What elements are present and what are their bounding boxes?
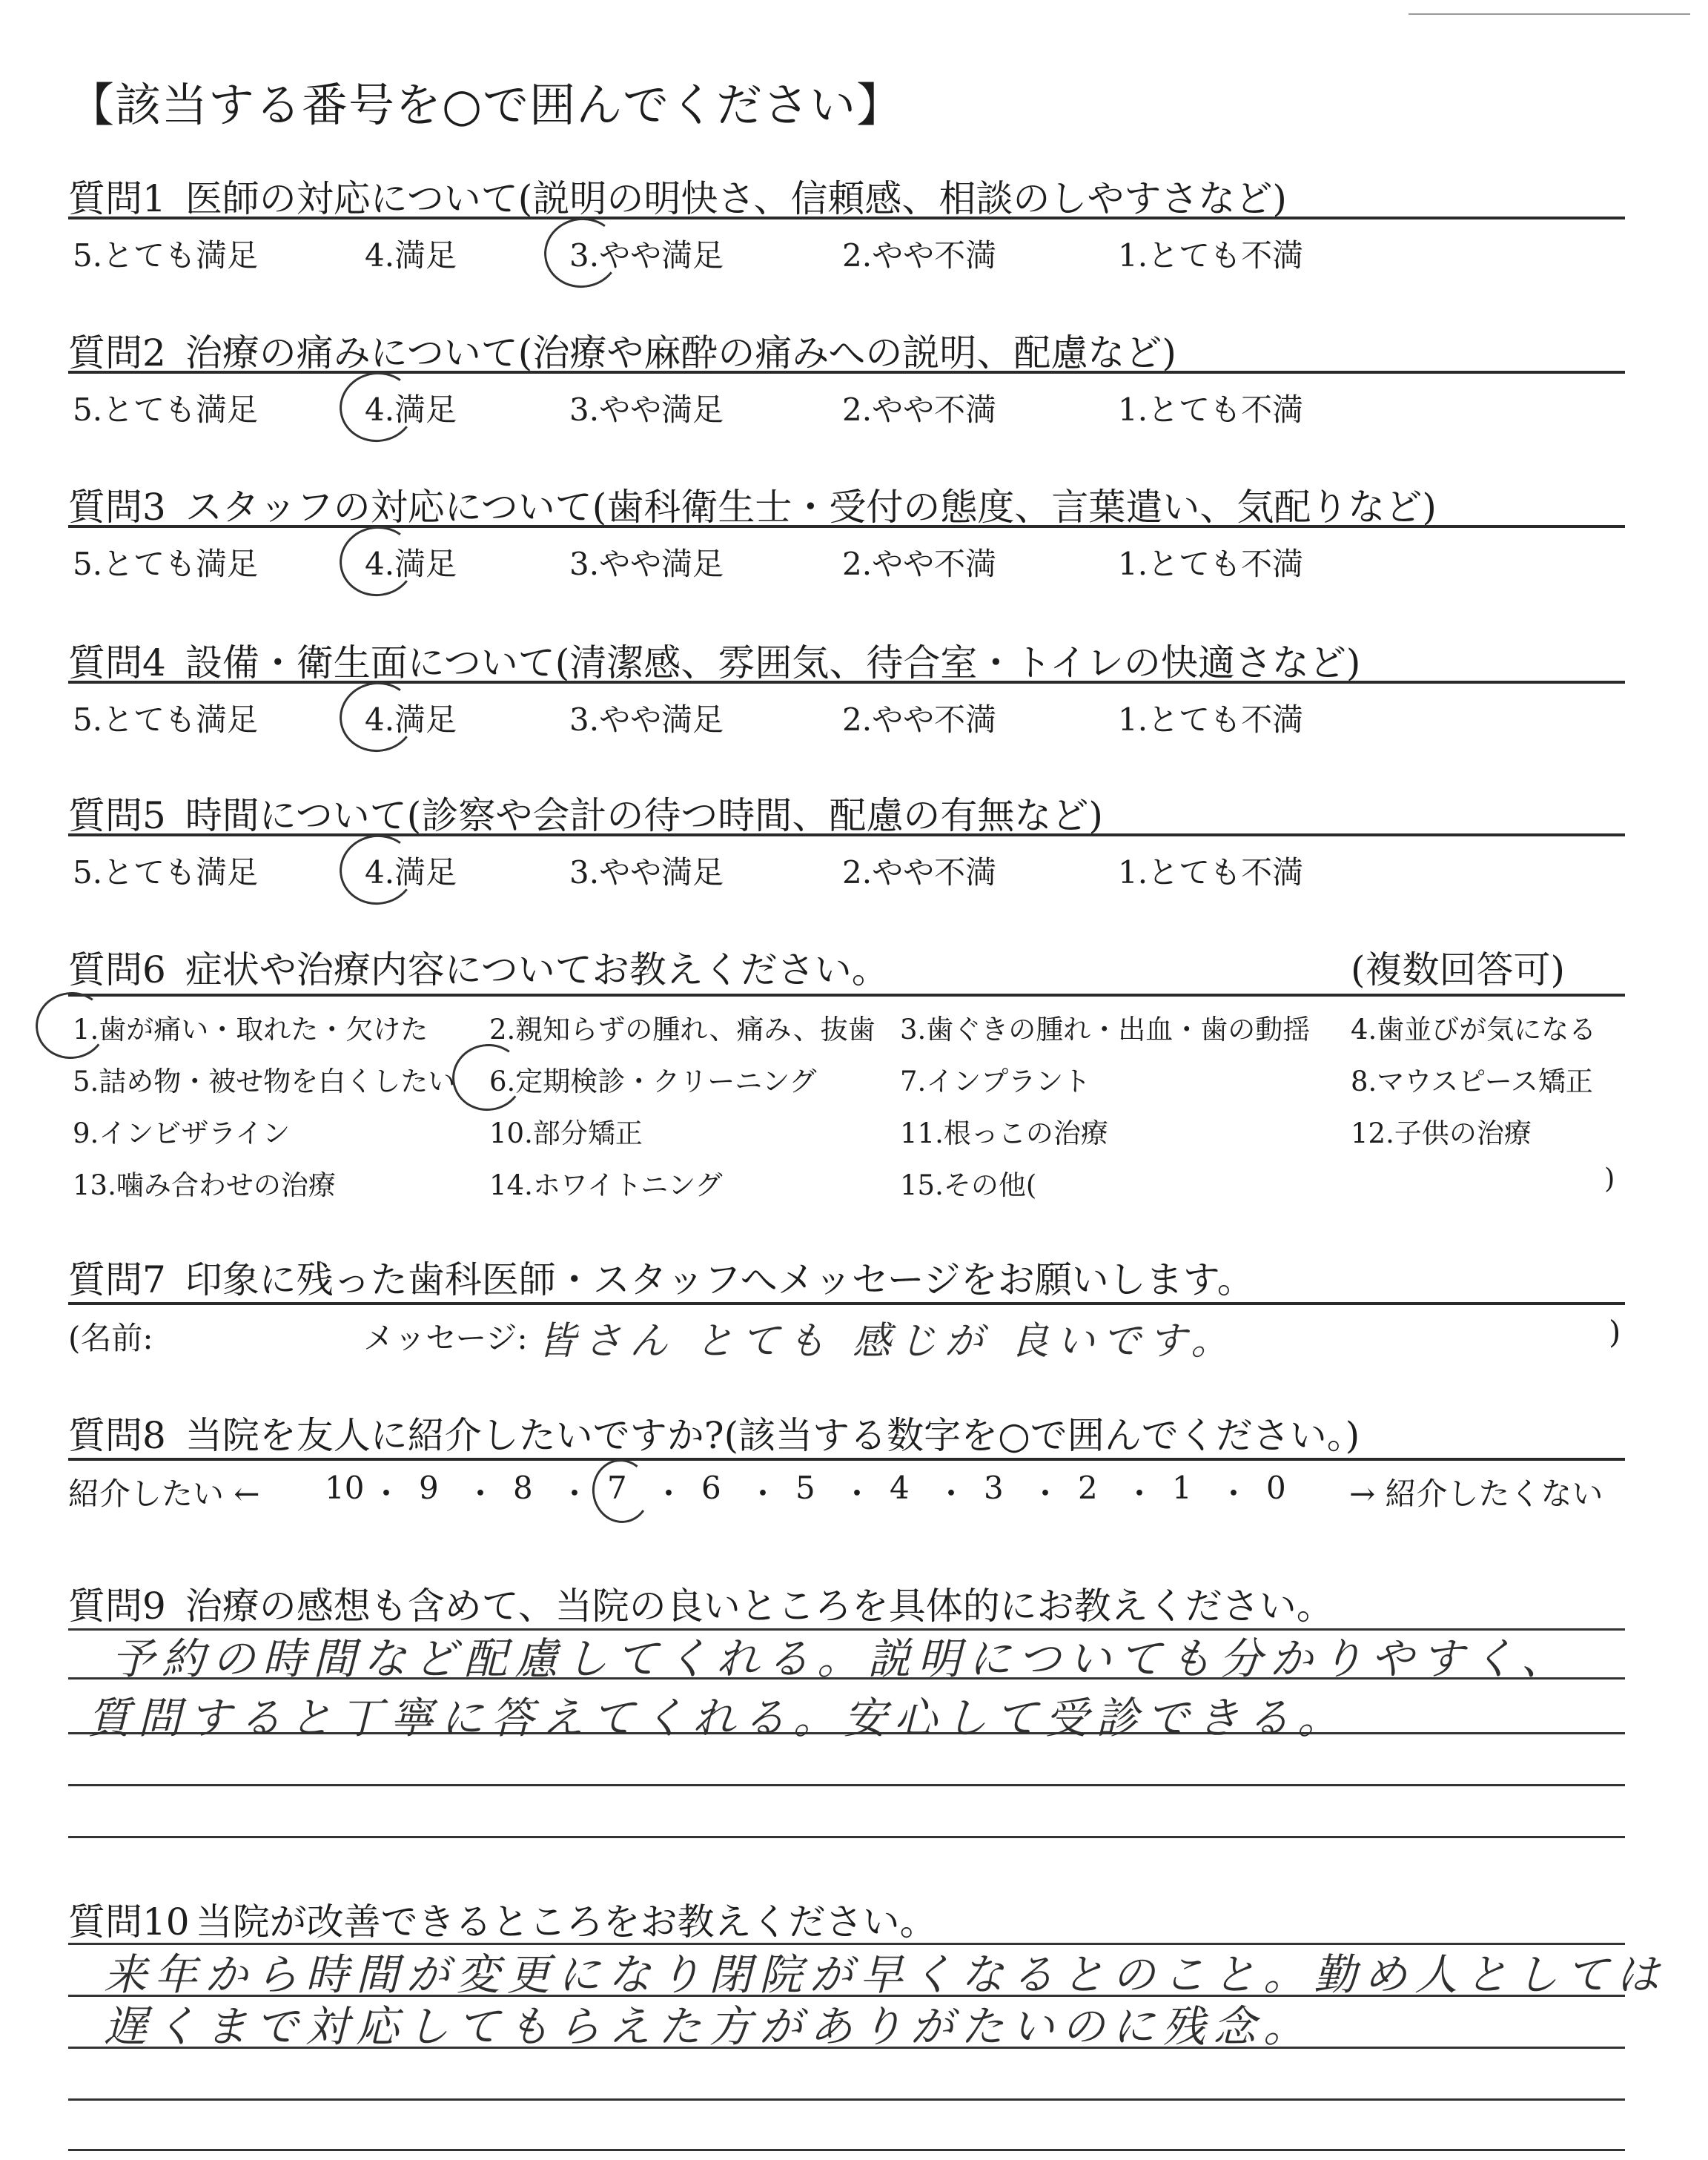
symptom-option[interactable]: 12.子供の治療 (1351, 1117, 1532, 1149)
question-2-text: 治療の痛みについて(治療や麻酔の痛みへの説明、配慮など) (185, 331, 1176, 374)
handwritten-answer-line: 来年から時間が変更になり閉院が早くなるとのこと。勤め人としては (104, 1949, 1667, 2000)
scale-number[interactable]: 5 (795, 1470, 815, 1506)
question-1-text: 医師の対応について(説明の明快さ、信頼感、相談のしやすさなど) (185, 177, 1287, 220)
rating-option[interactable]: 4.満足 (365, 392, 457, 428)
message-label: メッセージ: (363, 1320, 528, 1356)
other-close-paren: ) (1604, 1163, 1615, 1195)
rating-option[interactable]: 1.とても不満 (1118, 854, 1304, 891)
recommend-right-label: → 紹介したくない (1349, 1476, 1603, 1512)
scale-number[interactable]: 8 (513, 1470, 533, 1506)
scale-number[interactable]: 0 (1266, 1470, 1286, 1506)
question-7-number: 質問7 (68, 1258, 166, 1301)
scale-dot: ・ (559, 1476, 591, 1512)
symptom-option[interactable]: 11.根っこの治療 (900, 1117, 1108, 1149)
question-8-rule (68, 1458, 1625, 1461)
answer-line (68, 1784, 1625, 1786)
rating-option[interactable]: 5.とても満足 (73, 701, 259, 738)
rating-option[interactable]: 3.やや満足 (569, 392, 724, 428)
question-2-heading (68, 323, 1176, 377)
rating-option[interactable]: 3.やや満足 (569, 546, 724, 582)
question-8-heading (68, 1406, 1360, 1459)
symptom-option[interactable]: 3.歯ぐきの腫れ・出血・歯の動揺 (900, 1014, 1311, 1046)
rating-option[interactable]: 1.とても不満 (1118, 392, 1304, 428)
question-6-rule (68, 994, 1625, 997)
question-4-text: 設備・衛生面について(清潔感、雰囲気、待合室・トイレの快適さなど) (185, 641, 1361, 684)
recommend-left-label: 紹介したい ← (68, 1476, 260, 1512)
question-3-rule (68, 525, 1625, 528)
scale-number[interactable]: 2 (1078, 1470, 1098, 1506)
question-8-text: 当院を友人に紹介したいですか?(該当する数字を○で囲んでください。) (185, 1414, 1360, 1457)
symptom-option[interactable]: 13.噛み合わせの治療 (73, 1169, 336, 1201)
rating-option[interactable]: 5.とても満足 (73, 237, 259, 274)
question-6-heading (68, 940, 889, 994)
rating-option[interactable]: 4.満足 (365, 854, 457, 891)
scale-number[interactable]: 10 (325, 1470, 365, 1506)
rating-option[interactable]: 4.満足 (365, 701, 457, 738)
rating-option[interactable]: 3.やや満足 (569, 854, 724, 891)
rating-option[interactable]: 5.とても満足 (73, 392, 259, 428)
symptom-option[interactable]: 9.インビザライン (73, 1117, 291, 1149)
rating-option[interactable]: 4.満足 (365, 546, 457, 582)
rating-option[interactable]: 2.やや不満 (842, 237, 997, 274)
hand-drawn-circle-mark (31, 988, 111, 1063)
question-5-heading (68, 786, 1103, 839)
question-8-number: 質問8 (68, 1414, 166, 1457)
symptom-option[interactable]: 5.詰め物・被せ物を白くしたい (73, 1066, 456, 1097)
hand-drawn-circle-mark (335, 830, 420, 909)
question-1-heading (68, 169, 1287, 222)
rating-option[interactable]: 1.とても不満 (1118, 546, 1304, 582)
hand-drawn-circle-mark (335, 367, 420, 446)
rating-option[interactable]: 2.やや不満 (842, 546, 997, 582)
question-10-text: 当院が改善できるところをお教えください。 (195, 1900, 937, 1943)
question-6-number: 質問6 (68, 948, 166, 991)
symptom-option[interactable]: 14.ホワイトニング (489, 1169, 723, 1201)
question-9-number: 質問9 (68, 1585, 166, 1628)
scale-dot: ・ (1030, 1476, 1062, 1512)
scale-dot: ・ (747, 1476, 779, 1512)
question-7-heading (68, 1250, 1254, 1304)
rating-option[interactable]: 2.やや不満 (842, 701, 997, 738)
scale-dot: ・ (1124, 1476, 1156, 1512)
answer-line (68, 1836, 1625, 1838)
name-label: (名前: (68, 1320, 153, 1356)
handwritten-answer-line: 予約の時間など配慮してくれる。説明についても分かりやすく、 (111, 1634, 1572, 1684)
rating-option[interactable]: 2.やや不満 (842, 392, 997, 428)
symptom-option[interactable]: 4.歯並びが気になる (1351, 1014, 1597, 1046)
scale-dot: ・ (371, 1476, 403, 1512)
answer-line (68, 2098, 1625, 2101)
question-6-note: (複数回答可) (1351, 948, 1566, 991)
rating-option[interactable]: 3.やや満足 (569, 701, 724, 738)
scale-dot: ・ (653, 1476, 685, 1512)
question-5-text: 時間について(診察や会計の待つ時間、配慮の有無など) (185, 794, 1103, 837)
rating-option[interactable]: 3.やや満足 (569, 237, 724, 274)
question-4-number: 質問4 (68, 641, 166, 684)
question-10-heading (68, 1892, 937, 1946)
scale-number[interactable]: 1 (1172, 1470, 1192, 1506)
scan-edge-line (1409, 13, 1690, 15)
question-1-number: 質問1 (68, 177, 166, 220)
scale-number[interactable]: 9 (419, 1470, 439, 1506)
scale-number[interactable]: 6 (701, 1470, 721, 1506)
scale-dot: ・ (841, 1476, 873, 1512)
scale-number[interactable]: 7 (607, 1470, 627, 1506)
symptom-option[interactable]: 10.部分矯正 (489, 1117, 643, 1149)
scale-dot: ・ (465, 1476, 497, 1512)
question-4-heading (68, 633, 1360, 687)
hand-drawn-circle-mark (540, 213, 624, 292)
question-7-rule (68, 1302, 1625, 1305)
symptom-option[interactable]: 15.その他( (900, 1169, 1037, 1201)
rating-option[interactable]: 4.満足 (365, 237, 457, 274)
question-10-number: 質問10 (68, 1900, 190, 1943)
question-9-text: 治療の感想も含めて、当院の良いところを具体的にお教えください。 (185, 1585, 1334, 1628)
symptom-option[interactable]: 8.マウスピース矯正 (1351, 1066, 1593, 1097)
question-5-number: 質問5 (68, 794, 166, 837)
question-2-number: 質問2 (68, 331, 166, 374)
rating-option[interactable]: 5.とても満足 (73, 546, 259, 582)
question-5-rule (68, 833, 1625, 836)
symptom-option[interactable]: 2.親知らずの腫れ、痛み、抜歯 (489, 1014, 875, 1046)
question-6-text: 症状や治療内容についてお教えください。 (185, 948, 889, 991)
hand-drawn-circle-mark (335, 677, 420, 756)
rating-option[interactable]: 1.とても不満 (1118, 237, 1304, 274)
scale-number[interactable]: 3 (984, 1470, 1004, 1506)
rating-option[interactable]: 2.やや不満 (842, 854, 997, 891)
question-4-rule (68, 681, 1625, 684)
question-1-rule (68, 217, 1625, 219)
scale-dot: ・ (936, 1476, 967, 1512)
question-7-text: 印象に残った歯科医師・スタッフへメッセージをお願いします。 (185, 1258, 1254, 1301)
hand-drawn-circle-mark (588, 1456, 654, 1527)
handwritten-answer-line: 質問すると丁寧に答えてくれる。安心して受診できる。 (87, 1693, 1348, 1743)
symptom-option[interactable]: 6.定期検診・クリーニング (489, 1066, 817, 1097)
question-3-text: スタッフの対応について(歯科衛生士・受付の態度、言葉遣い、気配りなど) (185, 486, 1437, 529)
answer-line (68, 2149, 1625, 2151)
hand-drawn-circle-mark (448, 1040, 528, 1115)
scale-dot: ・ (1218, 1476, 1250, 1512)
hand-drawn-circle-mark (335, 521, 420, 601)
scale-number[interactable]: 4 (890, 1470, 910, 1506)
question-2-rule (68, 371, 1625, 374)
rating-option[interactable]: 1.とても不満 (1118, 701, 1304, 738)
question-3-number: 質問3 (68, 486, 166, 529)
page-title: 【該当する番号を○で囲んでください】 (68, 78, 904, 132)
question-3-heading (68, 478, 1437, 531)
symptom-option[interactable]: 1.歯が痛い・取れた・欠けた (73, 1014, 428, 1046)
rating-option[interactable]: 5.とても満足 (73, 854, 259, 891)
question-9-heading (68, 1576, 1334, 1630)
handwritten-answer-line: 遅くまで対応してもらえた方がありがたいのに残念。 (104, 2001, 1314, 2052)
handwritten-message: 皆さん とても 感じが 良いです。 (537, 1319, 1237, 1364)
symptom-option[interactable]: 7.インプラント (900, 1066, 1091, 1097)
message-close-paren: ) (1609, 1314, 1621, 1350)
